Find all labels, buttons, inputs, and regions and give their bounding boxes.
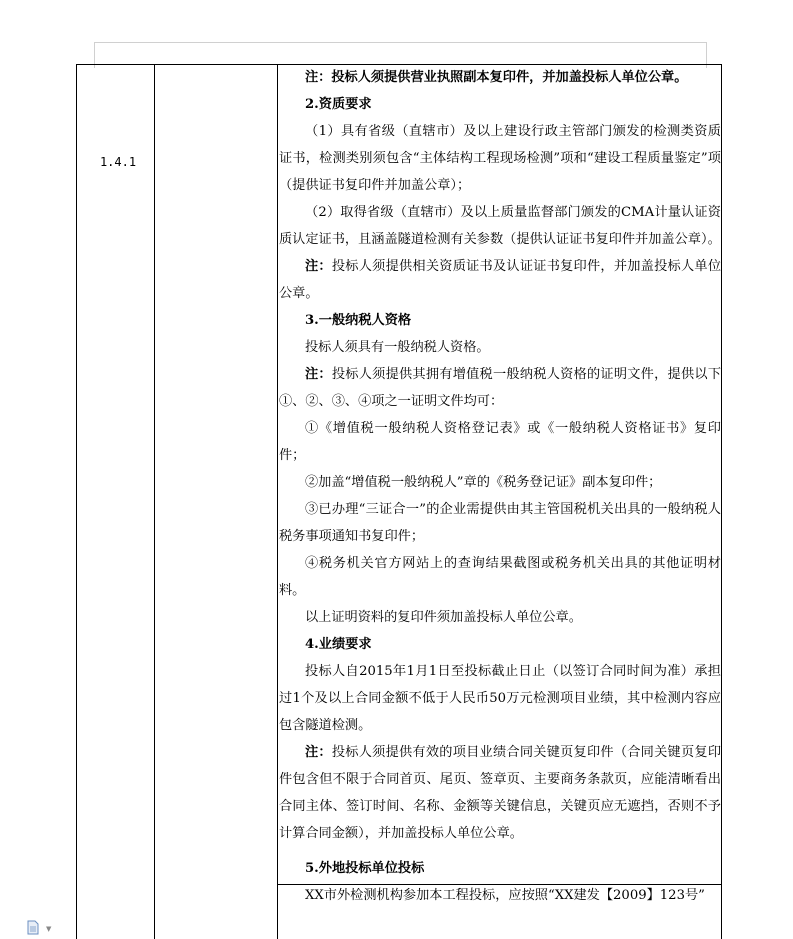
section-heading — [279, 91, 721, 118]
paragraph-label: 4.业绩要求 — [305, 637, 372, 652]
paragraph — [279, 739, 721, 847]
paragraph — [279, 496, 721, 550]
paragraph-label: 注： — [305, 745, 332, 760]
chevron-down-icon[interactable]: ▼ — [46, 925, 52, 933]
table-col-divider-1 — [154, 64, 155, 939]
document-icon[interactable] — [27, 920, 39, 935]
paragraph-label: 注： — [305, 259, 332, 274]
section-heading — [279, 631, 721, 658]
section-heading — [279, 307, 721, 334]
requirements-content — [279, 64, 721, 909]
paragraph-label: 注： — [305, 367, 332, 382]
paragraph-text: ④税务机关官方网站上的查询结果截图或税务机关出具的其他证明材料。 — [279, 556, 721, 598]
paragraph — [279, 550, 721, 604]
paragraph-label: 3.一般纳税人资格 — [305, 313, 412, 328]
section-heading — [279, 855, 721, 882]
paragraph — [279, 334, 721, 361]
paragraph-label: 注： — [305, 70, 332, 85]
paragraph — [279, 882, 721, 909]
paragraph — [279, 118, 721, 199]
table-right-border — [721, 64, 722, 939]
paragraph-text: XX市外检测机构参加本工程投标，应按照“XX建发【2009】123号” — [305, 888, 705, 903]
paragraph-text: 投标人自2015年1月1日至投标截止日止（以签订合同时间为准）承担过1个及以上合同金额不低于人民币50万元检测项目业绩，其中检测内容应包含隧道检测。 — [279, 664, 721, 733]
paragraph-label: 2.资质要求 — [305, 97, 372, 112]
paragraph — [279, 199, 721, 253]
table-left-border — [76, 64, 77, 939]
paragraph — [279, 469, 721, 496]
paragraph-text: ③已办理“三证合一”的企业需提供由其主管国税机关出具的一般纳税人税务事项通知书复印件； — [279, 502, 721, 544]
paragraph — [279, 64, 721, 91]
paragraph-text: （2）取得省级（直辖市）及以上质量监督部门颁发的CMA计量认证资质认定证书，且涵盖隧道检测有关参数（提供认证证书复印件并加盖公章）。 — [279, 205, 721, 247]
paragraph-text: 投标人须提供其拥有增值税一般纳税人资格的证明文件，提供以下①、②、③、④项之一证明文件均可： — [279, 367, 722, 409]
paragraph-text: 投标人须提供相关资质证书及认证证书复印件，并加盖投标人单位公章。 — [279, 259, 722, 301]
paragraph — [279, 361, 721, 415]
paragraph-text: ①《增值税一般纳税人资格登记表》或《一般纳税人资格证书》复印件； — [279, 421, 721, 463]
paragraph — [279, 604, 721, 631]
paragraph — [279, 415, 721, 469]
section-number: 1.4.1 — [99, 155, 137, 169]
paragraph-text: 投标人须具有一般纳税人资格。 — [305, 340, 490, 355]
paragraph — [279, 253, 721, 307]
paragraph-text: 投标人须提供有效的项目业绩合同关键页复印件（合同关键页复印件包含但不限于合同首页、尾页、签章页、主要商务条款页，应能清晰看出合同主体、签订时间、名称、金额等关键信息，关键页应无遮挡，否则不予计算合同金额），并加盖投标人单位公章。 — [279, 745, 722, 841]
table-col-divider-2 — [277, 64, 278, 939]
paragraph-label: 5.外地投标单位投标 — [305, 861, 425, 876]
paragraph — [279, 658, 721, 739]
paragraph-text: ②加盖“增值税一般纳税人”章的《税务登记证》副本复印件； — [305, 475, 662, 490]
paragraph-text: 以上证明资料的复印件须加盖投标人单位公章。 — [305, 610, 582, 625]
paragraph-text: 投标人须提供营业执照副本复印件，并加盖投标人单位公章。 — [331, 70, 688, 85]
paragraph-text: （1）具有省级（直辖市）及以上建设行政主管部门颁发的检测类资质证书，检测类别须包含“主体结构工程现场检测”项和“建设工程质量鉴定”项（提供证书复印件并加盖公章）； — [279, 124, 721, 193]
